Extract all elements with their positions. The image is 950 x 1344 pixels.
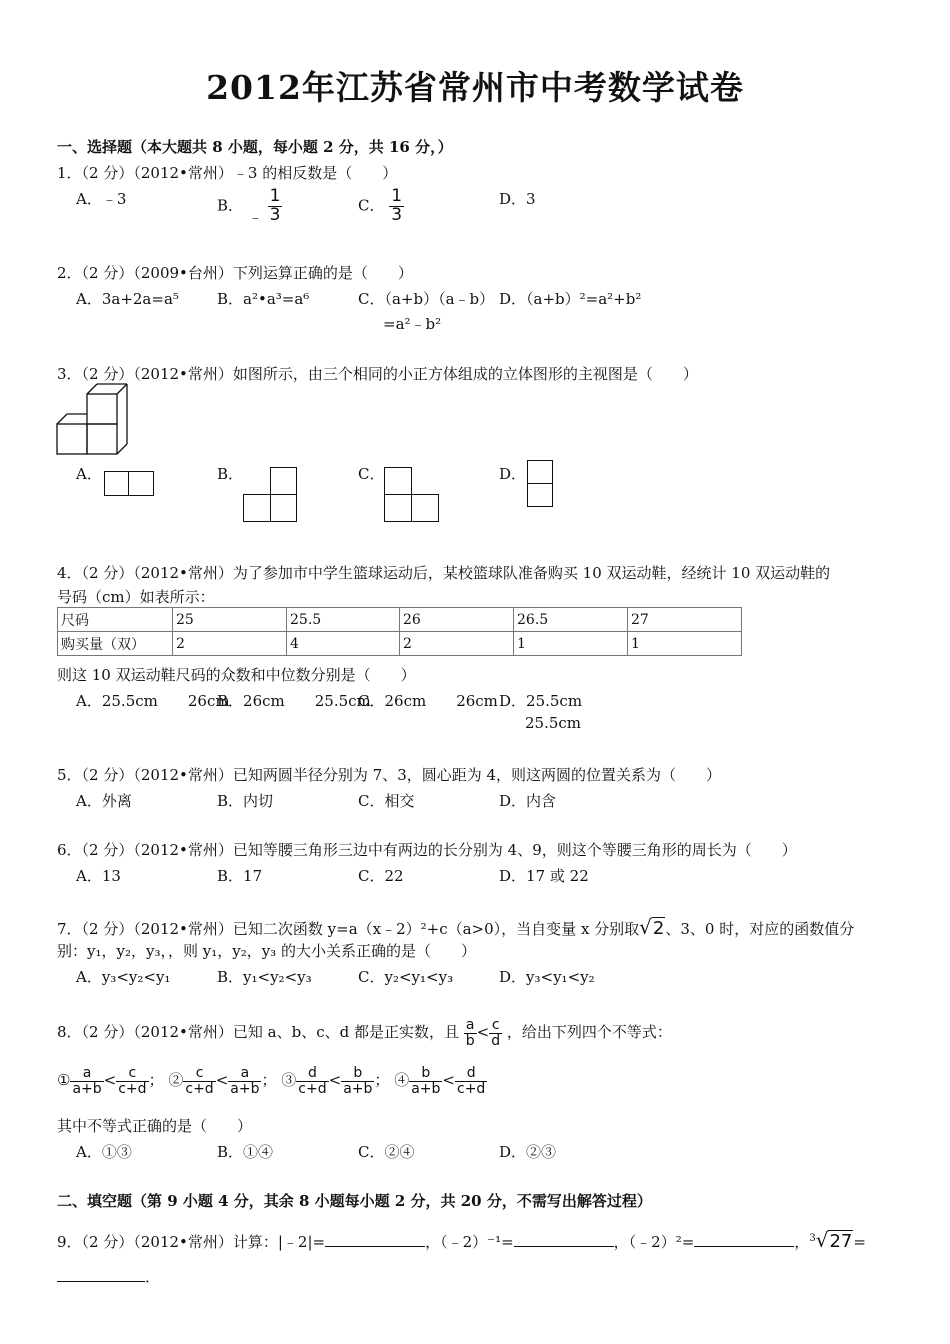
q3-stem: 3．（2 分）（2012•常州）如图所示，由三个相同的小正方体组成的立体图形的主视图是（ ） [57,365,698,383]
q8-given-d2: d [491,1032,501,1049]
q3-a-square-1 [104,471,129,496]
q8-item-1-d2: c+d [118,1080,147,1097]
q8-item-2-n1: c [183,1066,215,1082]
q4-stem-line2: 号码（cm）如表所示： [57,588,215,606]
q9-end: ． [145,1268,161,1286]
q8-item-1-right [116,1066,148,1096]
q7-option-a: A．y₃<y₂<y₁ [76,968,171,986]
sqrt-symbol-icon: √ [639,915,652,939]
q5-option-d: D．内含 [499,792,557,810]
q3-b-square-top [270,467,297,495]
q9-cube-index: 3 [809,1233,816,1244]
q8-item-3-d2: a+b [343,1080,373,1097]
table-cell: 4 [287,632,400,656]
q8-item-2-lt: < [215,1071,229,1090]
q8-item-3-right [341,1066,374,1096]
q8-given-d1: b [465,1032,475,1049]
table-cell: 2 [400,632,514,656]
q9-part2: ，（﹣2）⁻¹= [425,1233,514,1251]
q7-stem-line1 [57,915,854,939]
q4-stem-line1: 4．（2 分）（2012•常州）为了参加市中学生篮球运动后，某校篮球队准备购买 10 双运动鞋，经统计 10 双运动鞋的 [57,564,831,582]
q6-option-b: B．17 [217,867,263,885]
q8-item-2-n2: a [228,1066,261,1082]
q7-sqrt-arg: 2 [652,918,665,939]
q1-c-num: 1 [391,186,403,206]
table-cell: 1 [628,632,742,656]
q1-option-b-label: B． [217,196,244,215]
q5-option-a: A．外离 [76,792,132,810]
q2-option-c-line1: C．（a+b）（a﹣b） [358,290,495,308]
q8-option-b: B．①④ [217,1143,274,1161]
q8-stem-part1: 8．（2 分）（2012•常州）已知 a、b、c、d 都是正实数，且 [57,1023,459,1042]
q9-cube-arg: 27 [829,1231,853,1252]
q3-a-square-2 [128,471,154,496]
table-cell: 26.5 [514,608,628,632]
q5-option-c: C．相交 [358,792,415,810]
q8-sep-3: ； [374,1071,390,1090]
q3-b-square-left [243,494,271,522]
q3-option-a: A． [76,465,102,483]
q3-c-square-left [384,494,412,522]
q8-item-1-left [70,1066,103,1096]
table-cell: 26 [400,608,514,632]
table-cell: 购买量（双） [58,632,173,656]
q9-part5: = [853,1233,866,1251]
q8-item-4-d2: c+d [457,1080,486,1097]
q9-blank-2[interactable] [514,1232,614,1247]
q1-option-b [217,188,282,225]
q8-item-4-n1: b [409,1066,442,1082]
q8-inequalities [57,1066,487,1096]
table-cell: 25 [173,608,287,632]
q8-given-frac-2 [489,1018,502,1048]
q3-b-square-right [270,494,297,522]
q6-option-c: C．22 [358,867,404,885]
q8-given-n1: a [464,1018,477,1034]
page-title: 2012年江苏省常州市中考数学试卷 [206,68,744,107]
q7-stem-part2: 、3、0 时，对应的函数值分 [665,920,855,938]
q8-item-3-n1: d [296,1066,328,1082]
q8-item-2-left [183,1066,215,1096]
q8-item-3-lt: < [328,1071,342,1090]
q4-option-d-line2: 25.5cm [525,714,582,732]
q3-option-c: C． [358,465,385,483]
q4-option-a: A．25.5cm 26cm [76,692,230,710]
q3-c-square-top [384,467,412,495]
q1-b-fraction [268,188,283,225]
q4-option-d-line1: D．25.5cm [499,692,583,710]
q8-item-2-right [228,1066,261,1096]
q8-given-n2: c [489,1018,502,1034]
q2-option-d: D．（a+b）²=a²+b² [499,290,642,308]
q9-part1: 9．（2 分）（2012•常州）计算：|﹣2|= [57,1233,326,1251]
q8-given-frac-1 [464,1018,477,1048]
q1-stem: 1．（2 分）（2012•常州）﹣3 的相反数是（ ） [57,164,398,182]
q7-option-d: D．y₃<y₁<y₂ [499,968,595,986]
q3-c-square-right [411,494,439,522]
q8-item-4-left [409,1066,442,1096]
table-cell: 1 [514,632,628,656]
q4-size-table [57,607,742,656]
q5-stem: 5．（2 分）（2012•常州）已知两圆半径分别为 7、3，圆心距为 4，则这两圆的位置关系为（ ） [57,766,722,784]
q9-part3: ，（﹣2）²= [613,1233,695,1251]
q8-item-2-d1: c+d [185,1080,214,1097]
q3-d-square-top [527,460,553,484]
section-fill-heading: 二、填空题（第 9 小题 4 分，其余 8 小题每小题 2 分，共 20 分，不需写出解答过程） [57,1192,652,1210]
q8-item-3-mark: ③ [281,1071,297,1090]
q1-c-den: 3 [391,204,403,225]
q1-b-num: 1 [269,186,281,206]
q8-stem-part2: ，给出下列四个不等式： [506,1023,672,1042]
q1-option-c [358,188,404,225]
q8-item-2-d2: a+b [230,1080,260,1097]
q9-line1 [57,1228,866,1252]
q1-option-c-label: C． [358,196,385,215]
q3-cube-figure [56,382,128,456]
q8-sep-1: ； [148,1071,164,1090]
q7-stem-part1: 7．（2 分）（2012•常州）已知二次函数 y=a（x﹣2）²+c（a>0），当自变量 x 分别取 [57,920,640,938]
q1-option-a: A．﹣3 [76,190,127,208]
q8-item-4-right [455,1066,487,1096]
q1-c-fraction [389,188,404,225]
q2-option-a: A．3a+2a=a⁵ [76,290,179,308]
cube-root-symbol-icon: √ [815,1228,829,1252]
q8-item-2-mark: ② [168,1071,184,1090]
q9-part4: ， [794,1233,810,1251]
q8-option-c: C．②④ [358,1143,415,1161]
q8-item-4-lt: < [442,1071,455,1090]
q6-option-a: A．13 [76,867,121,885]
table-cell: 25.5 [287,608,400,632]
table-row [58,632,742,656]
q8-item-3-d1: c+d [298,1080,327,1097]
q4-question: 则这 10 双运动鞋尺码的众数和中位数分别是（ ） [57,666,416,684]
q7-option-c: C．y₂<y₁<y₃ [358,968,454,986]
q8-item-4-mark: ④ [394,1071,410,1090]
q6-stem: 6．（2 分）（2012•常州）已知等腰三角形三边中有两边的长分别为 4、9，则这个等腰三角形的周长为（ ） [57,841,797,859]
q4-option-b: B．26cm 25.5cm [217,692,371,710]
q1-b-sign: ﹣ [247,208,263,227]
q8-item-1-d1: a+b [72,1080,102,1097]
q9-blank-3[interactable] [694,1232,794,1247]
q8-item-1-mark: ① [57,1071,71,1090]
q2-stem: 2．（2 分）（2009•台州）下列运算正确的是（ ） [57,264,413,282]
q3-d-square-bottom [527,483,553,507]
q1-option-d: D．3 [499,190,536,208]
table-cell: 2 [173,632,287,656]
table-row [58,608,742,632]
q8-item-1-n1: a [70,1066,103,1082]
q8-item-3-left [296,1066,328,1096]
q7-stem-line2: 别：y₁，y₂，y₃，，则 y₁，y₂，y₃ 的大小关系正确的是（ ） [57,942,476,960]
q2-option-b: B．a²•a³=a⁶ [217,290,310,308]
q9-line2 [57,1266,160,1287]
q8-option-a: A．①③ [76,1143,132,1161]
q9-blank-1[interactable] [325,1232,425,1247]
table-cell: 27 [628,608,742,632]
q2-option-c-line2: =a²﹣b² [383,315,442,333]
q8-item-3-n2: b [341,1066,374,1082]
q8-item-4-n2: d [455,1066,487,1082]
q8-option-d: D．②③ [499,1143,557,1161]
q8-sep-2: ； [261,1071,277,1090]
table-cell: 尺码 [58,608,173,632]
q8-question: 其中不等式正确的是（ ） [57,1117,253,1135]
section-choice-heading: 一、选择题（本大题共 8 小题，每小题 2 分，共 16 分，） [57,138,453,156]
q4-option-c: C．26cm 26cm [358,692,498,710]
q5-option-b: B．内切 [217,792,274,810]
q8-item-1-lt: < [103,1071,117,1090]
q8-stem [57,1018,672,1048]
q1-b-den: 3 [269,204,281,225]
q8-item-4-d1: a+b [411,1080,441,1097]
q8-given-lt: < [476,1023,490,1042]
q8-item-1-n2: c [116,1066,148,1082]
q7-option-b: B．y₁<y₂<y₃ [217,968,312,986]
q6-option-d: D．17 或 22 [499,867,589,885]
q3-option-d: D． [499,465,527,483]
q3-option-b: B． [217,465,244,483]
q9-blank-4[interactable] [57,1267,145,1282]
